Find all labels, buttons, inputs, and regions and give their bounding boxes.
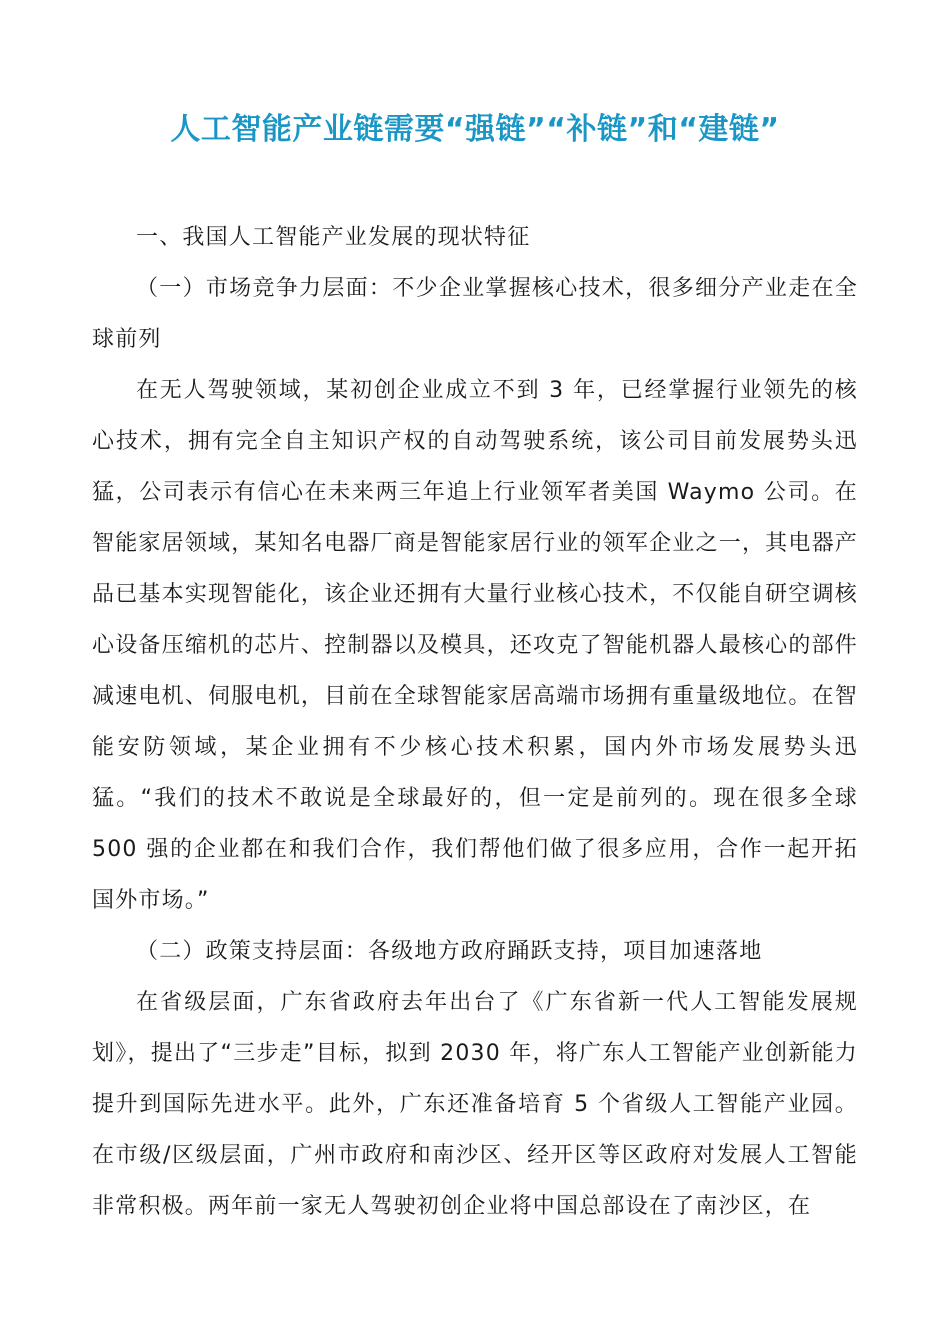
document-title: 人工智能产业链需要“强链”“补链”和“建链” (170, 112, 780, 147)
subsection-heading: （一）市场竞争力层面：不少企业掌握核心技术，很多细分产业走在全球前列 (92, 276, 858, 352)
document-body (92, 212, 858, 1232)
body-paragraph: 在省级层面，广东省政府去年出台了《广东省新一代人工智能发展规划》，提出了“三步走”目标，拟到 2030 年，将广东人工智能产业创新能力提升到国际先进水平。此外，广东还准备培育 5 个省级人工智能产业园。在市级/区级层面，广州市政府和南沙区、经开区等区政府对发展人工智能非常积极。两年前一家无人驾驶初创企业将中国总部设在了南沙区，在 (92, 990, 858, 1219)
subsection-heading: （二）政策支持层面：各级地方政府踊跃支持，项目加速落地 (136, 939, 763, 964)
section-heading: 一、我国人工智能产业发展的现状特征 (136, 225, 531, 250)
body-paragraph: 在无人驾驶领域，某初创企业成立不到 3 年，已经掌握行业领先的核心技术，拥有完全自主知识产权的自动驾驶系统，该公司目前发展势头迅猛，公司表示有信心在未来两三年追上行业领军者美国 Waymo 公司。在智能家居领域，某知名电器厂商是智能家居行业的领军企业之一，其电器产品已基本实现智能化，该企业还拥有大量行业核心技术，不仅能自研空调核心设备压缩机的芯片、控制器以及模具，还攻克了智能机器人最核心的部件减速电机、伺服电机，目前在全球智能家居高端市场拥有重量级地位。在智能安防领域，某企业拥有不少核心技术积累，国内外市场发展势头迅猛。“我们的技术不敢说是全球最好的，但一定是前列的。现在很多全球 500 强的企业都在和我们合作，我们帮他们做了很多应用，合作一起开拓国外市场。” (92, 378, 858, 913)
